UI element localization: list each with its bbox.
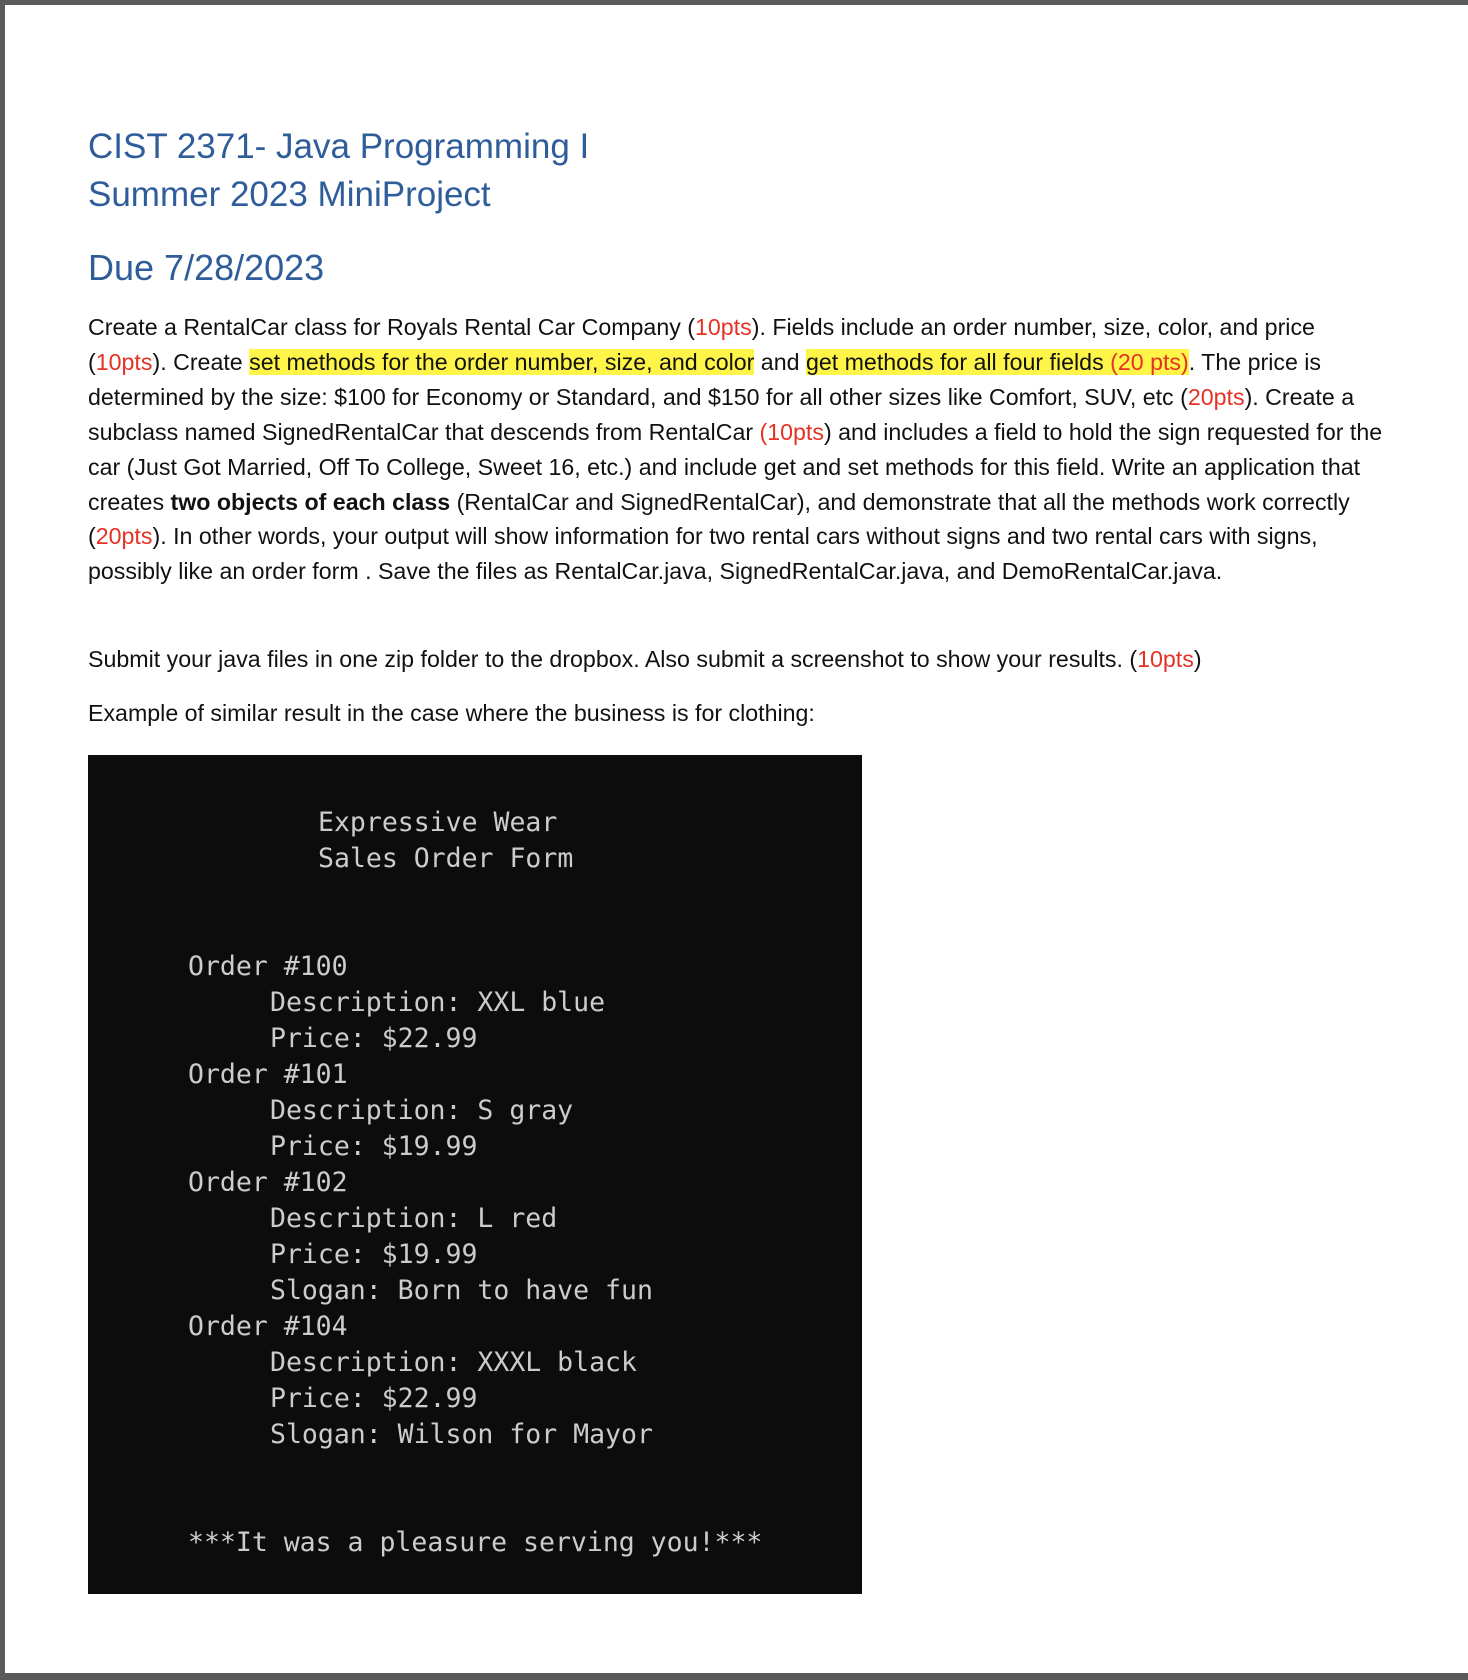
console-order-price: Price: $19.99: [270, 1239, 478, 1270]
points-badge: 20pts: [95, 523, 153, 550]
p2-text-b: ): [1193, 646, 1202, 672]
console-order-slogan: Slogan: Born to have fun: [270, 1275, 653, 1306]
p1-text-g: ) and includes a field to hold the sign requested for the car (Just Got Married, Off To College, Sweet 16, etc.) and include get and set methods for this field. Write an application that creates: [88, 418, 1383, 515]
course-title: CIST 2371- Java Programming I: [88, 127, 590, 166]
console-order-number: Order #102: [188, 1167, 348, 1198]
console-order-number: Order #101: [188, 1059, 348, 1090]
console-order-price: Price: $22.99: [270, 1383, 478, 1414]
p1-text-b: ). Fields include an order number, size, color, and price (: [88, 314, 1315, 375]
submission-instructions: [88, 642, 1388, 677]
console-order-description: Description: XXXL black: [270, 1347, 637, 1378]
console-order-number: Order #100: [188, 951, 348, 982]
assignment-description: [88, 310, 1388, 589]
example-console-output: [88, 755, 862, 1594]
due-date: Due 7/28/2023: [88, 247, 325, 288]
p1-text-h: (RentalCar and SignedRentalCar), and demonstrate that all the methods work correctly (: [88, 488, 1350, 550]
highlight-set-methods: set methods for the order number, size, and color: [249, 348, 755, 375]
console-order-description: Description: XXL blue: [270, 987, 606, 1018]
p1-text-d: and: [754, 348, 806, 375]
points-badge: 10pts: [694, 314, 752, 340]
bold-two-objects: two objects of each class: [170, 488, 451, 515]
console-footer-message: ***It was a pleasure serving you!***: [188, 1527, 763, 1558]
p1-text-i: ). In other words, your output will show information for two rental cars without signs and two rental cars with signs, possibly like an order form . Save the files as RentalCar.java, SignedRentalCar.java, and DemoRentalCar.java.: [88, 523, 1318, 585]
points-badge: 10pts: [1137, 646, 1194, 672]
p1-text-c: ). Create: [152, 348, 250, 375]
points-badge: (20 pts): [1110, 348, 1189, 375]
p1-text-e: . The price is determined by the size: $100 for Economy or Standard, and $150 for all other sizes like Comfort, SUV, etc (: [88, 348, 1322, 410]
console-order-description: Description: L red: [270, 1203, 558, 1234]
console-order-price: Price: $19.99: [270, 1131, 478, 1162]
points-badge: 20pts: [1187, 383, 1245, 410]
highlight-get-methods-text: get methods for all four fields: [805, 348, 1111, 375]
project-title: Summer 2023 MiniProject: [88, 175, 491, 214]
points-badge: 10pts: [95, 348, 153, 375]
console-order-description: Description: S gray: [270, 1095, 574, 1126]
p2-text-a: Submit your java files in one zip folder to the dropbox. Also submit a screenshot to show your results. (: [88, 646, 1138, 672]
p1-text-f: ). Create a subclass named SignedRentalCar that descends from RentalCar: [88, 383, 1355, 445]
console-order-slogan: Slogan: Wilson for Mayor: [270, 1419, 653, 1450]
console-form-title: Sales Order Form: [318, 843, 574, 874]
highlight-get-methods: [806, 349, 1189, 375]
example-intro: Example of similar result in the case where the business is for clothing:: [88, 700, 815, 726]
document-page: [5, 5, 1468, 1673]
console-order-price: Price: $22.99: [270, 1023, 478, 1054]
console-order-number: Order #104: [188, 1311, 348, 1342]
console-store-name: Expressive Wear: [318, 807, 558, 838]
points-badge: (10pts: [759, 418, 824, 445]
p1-text-a: Create a RentalCar class for Royals Rental Car Company (: [88, 314, 695, 340]
